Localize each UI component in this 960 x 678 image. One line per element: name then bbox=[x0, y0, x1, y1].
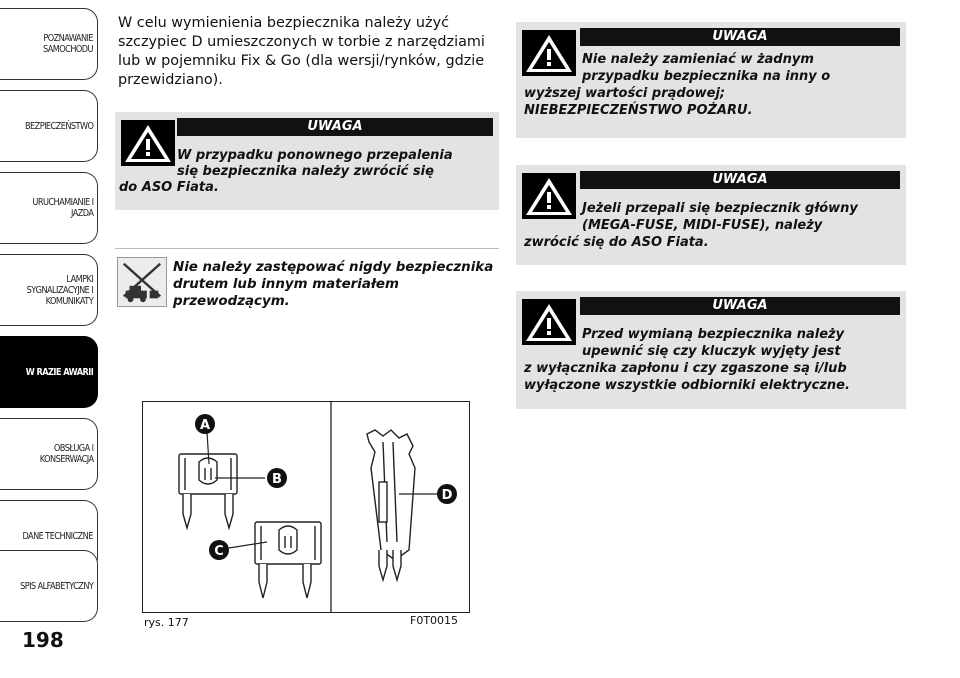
intro-paragraph: W celu wymienienia bezpiecznika należy użyć szczypiec D umieszczonych w torbie z narzędziami lub w pojemniku Fix & Go (dla wersji/rynków, gdzie przewidziano). bbox=[118, 15, 485, 88]
fuse-side-view bbox=[367, 430, 415, 580]
note-line: drutem lub innym materiałem bbox=[173, 277, 399, 292]
warning-triangle-icon bbox=[522, 173, 576, 219]
warning-line: W przypadku ponownego przepalenia bbox=[177, 148, 453, 163]
figure-caption: rys. 177 bbox=[144, 616, 189, 629]
warning-line: Przed wymianą bezpiecznika należy bbox=[582, 327, 845, 342]
tab-w-razie-awarii[interactable] bbox=[0, 336, 98, 408]
warning-line: wyłączone wszystkie odbiorniki elektryczne. bbox=[524, 378, 850, 393]
tab-label: URUCHAMIANIE I JAZDA bbox=[31, 197, 93, 219]
tab-label: OBSŁUGA I KONSERWACJA bbox=[39, 443, 93, 465]
warning-line: zwrócić się do ASO Fiata. bbox=[524, 235, 709, 250]
tab-label: DANE TECHNICZNE bbox=[22, 530, 93, 542]
fuse-mini-upper bbox=[179, 454, 237, 528]
tab-poznawanie-samochodu[interactable] bbox=[0, 8, 98, 80]
warning-title: UWAGA bbox=[580, 171, 900, 189]
warning-box-left bbox=[115, 112, 499, 210]
tab-label: W RAZIE AWARII bbox=[25, 366, 93, 378]
tab-lampki-sygnalizacyjne[interactable] bbox=[0, 254, 98, 326]
warning-line: upewnić się czy kluczyk wyjęty jest bbox=[582, 344, 841, 359]
warning-line: Jeżeli przepali się bezpiecznik główny bbox=[582, 201, 858, 216]
warning-line: wyższej wartości prądowej; bbox=[524, 86, 726, 101]
warning-triangle-icon bbox=[522, 299, 576, 345]
tab-label: BEZPIECZEŃSTWO bbox=[24, 120, 93, 132]
label-c: C bbox=[214, 544, 224, 559]
warning-title: UWAGA bbox=[177, 118, 493, 136]
fuse-figure bbox=[142, 401, 470, 613]
note-line: Nie należy zastępować nigdy bezpiecznika bbox=[173, 260, 494, 275]
warning-box-right-2 bbox=[516, 165, 906, 265]
warning-line: się bezpiecznika należy zwrócić się bbox=[177, 164, 434, 179]
warning-triangle-icon bbox=[121, 120, 175, 166]
warning-line: z wyłącznika zapłonu i czy zgaszone są i/lub bbox=[524, 361, 847, 376]
note-section bbox=[115, 248, 499, 309]
figure-code: F0T0015 bbox=[410, 614, 459, 627]
note-text bbox=[173, 259, 503, 310]
label-b: B bbox=[272, 472, 282, 487]
warning-box-right-1 bbox=[516, 22, 906, 138]
tab-spis-alfabetyczny[interactable] bbox=[0, 550, 98, 622]
tab-label: POZNAWANIE SAMOCHODU bbox=[43, 33, 93, 55]
warning-line: (MEGA-FUSE, MIDI-FUSE), należy bbox=[582, 218, 823, 233]
warning-title: UWAGA bbox=[580, 28, 900, 46]
tab-obsluga-i-konserwacja[interactable] bbox=[0, 418, 98, 490]
tab-label: LAMPKI SYGNALIZACYJNE I KOMUNIKATY bbox=[26, 273, 93, 307]
label-d: D bbox=[441, 488, 453, 503]
tab-bezpieczenstwo[interactable] bbox=[0, 90, 98, 162]
note-line: przewodzącym. bbox=[173, 294, 290, 309]
warning-box-right-3 bbox=[516, 291, 906, 409]
fuse-illustration bbox=[143, 402, 469, 612]
fuse-mini-lower bbox=[255, 522, 321, 598]
warning-line: do ASO Fiata. bbox=[119, 180, 219, 195]
warning-line: NIEBEZPIECZEŃSTWO POŻARU. bbox=[524, 103, 753, 118]
label-a: A bbox=[199, 418, 211, 433]
vehicle-service-icon bbox=[117, 257, 167, 307]
page-number: 198 bbox=[22, 628, 64, 652]
warning-line: przypadku bezpiecznika na inny o bbox=[582, 69, 831, 84]
tab-label: SPIS ALFABETYCZNY bbox=[19, 580, 93, 592]
warning-title: UWAGA bbox=[580, 297, 900, 315]
warning-line: Nie należy zamieniać w żadnym bbox=[582, 52, 814, 67]
tab-uruchamianie-i-jazda[interactable] bbox=[0, 172, 98, 244]
warning-triangle-icon bbox=[522, 30, 576, 76]
